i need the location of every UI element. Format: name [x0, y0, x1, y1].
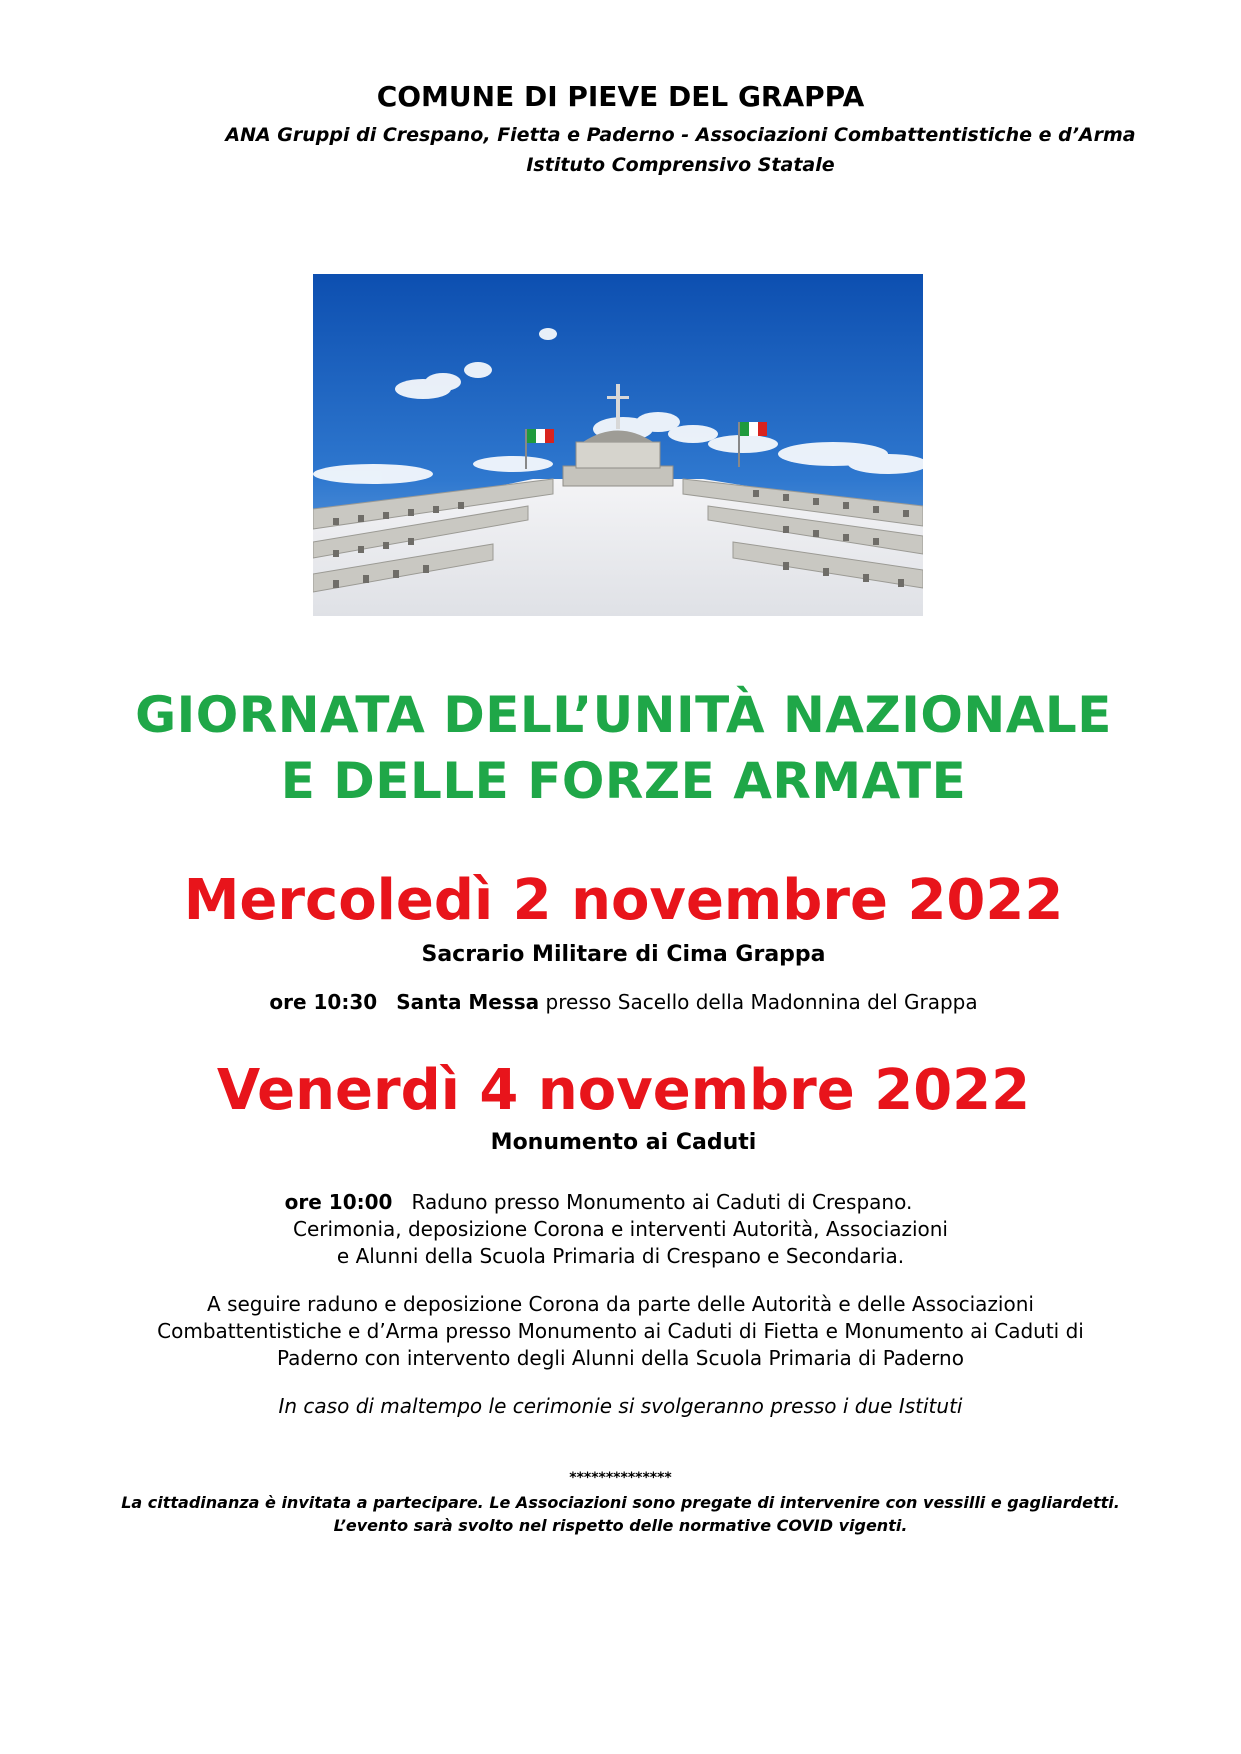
- footer-separator: **************: [569, 1470, 672, 1486]
- headline-line-1: GIORNATA DELL’UNITÀ NAZIONALE: [135, 686, 1112, 744]
- event-1-date: Mercoledì 2 novembre 2022: [183, 868, 1064, 933]
- organizer-associations: ANA Gruppi di Crespano, Fietta e Paderno - Associazioni Combattentistiche e d’Arma: [225, 124, 1136, 146]
- event-2-line-3: e Alunni della Scuola Primaria di Crespano e Secondaria.: [336, 1244, 905, 1268]
- follow-up-line-1: A seguire raduno e deposizione Corona da parte delle Autorità e delle Associazioni: [207, 1292, 1034, 1316]
- footer-covid-note: L’evento sarà svolto nel rispetto delle normative COVID vigenti.: [333, 1516, 908, 1535]
- organizer-title: COMUNE DI PIEVE DEL GRAPPA: [376, 80, 865, 113]
- headline-line-2: E DELLE FORZE ARMATE: [280, 752, 967, 810]
- event-2-time: ore 10:00: [284, 1190, 393, 1214]
- event-2-place: Monumento ai Caduti: [490, 1130, 757, 1155]
- footer-invitation: La cittadinanza è invitata a partecipare. Le Associazioni sono pregate di intervenire con vessilli e gagliardetti.: [121, 1493, 1120, 1512]
- event-1-time: ore 10:30: [269, 990, 378, 1014]
- bad-weather-note: In caso di maltempo le cerimonie si svolgeranno presso i due Istituti: [278, 1394, 963, 1418]
- follow-up-line-2: Combattentistiche e d’Arma presso Monumento ai Caduti di Fietta e Monumento ai Caduti di: [157, 1319, 1084, 1343]
- event-2-line-2: Cerimonia, deposizione Corona e interventi Autorità, Associazioni: [293, 1217, 948, 1241]
- follow-up-line-3: Paderno con intervento degli Alunni della Scuola Primaria di Paderno: [277, 1346, 964, 1370]
- event-1-activity: Santa Messa: [396, 990, 540, 1014]
- event-1-location: presso Sacello della Madonnina del Grappa: [539, 990, 978, 1014]
- event-2-schedule: [0, 1190, 1219, 1214]
- event-1-place: Sacrario Militare di Cima Grappa: [421, 942, 826, 967]
- event-1-schedule: [3, 990, 1241, 1014]
- organizer-school: Istituto Comprensivo Statale: [526, 154, 835, 176]
- event-2-date: Venerdì 4 novembre 2022: [216, 1058, 1031, 1123]
- event-2-line-1: Raduno presso Monumento ai Caduti di Crespano.: [411, 1190, 913, 1214]
- memorial-photo: [313, 274, 923, 616]
